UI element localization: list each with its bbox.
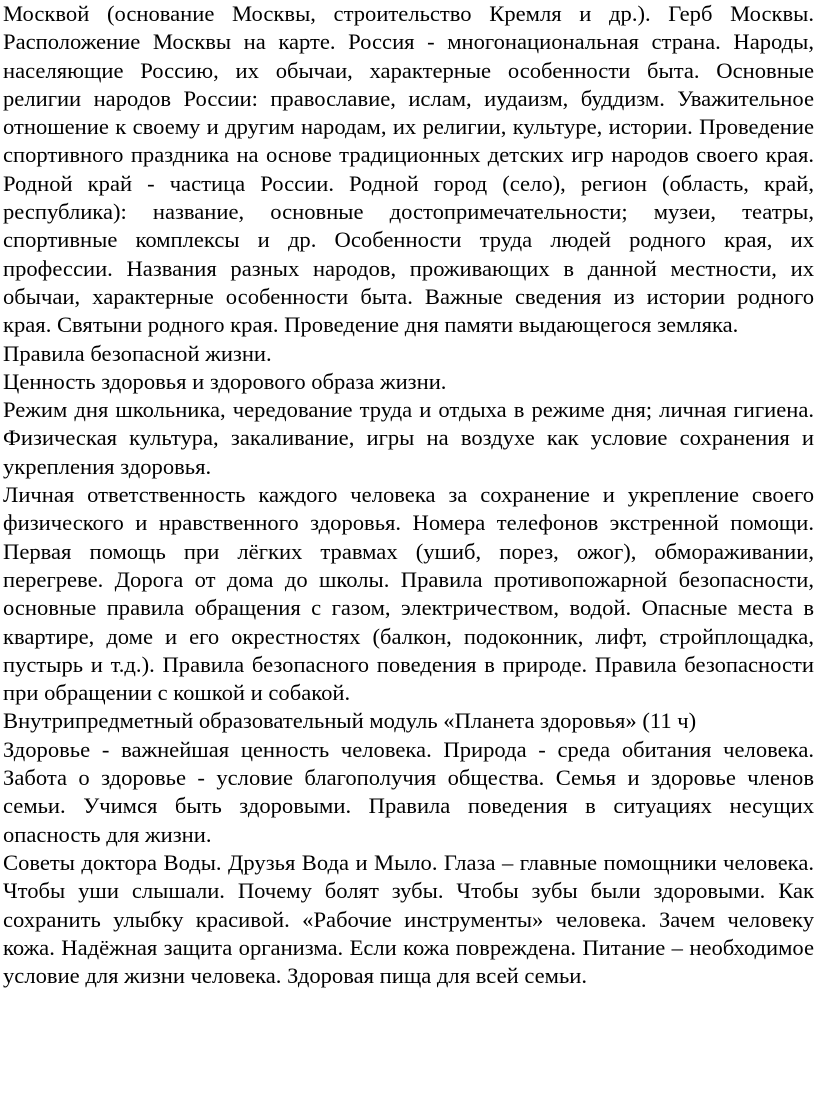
document-page — [3, 0, 814, 990]
paragraph-daily-routine: Режим дня школьника, чередование труда и отдыха в режиме дня; личная гигиена. Физическая культура, закаливание, игры на воздухе как условие сохранения и укрепления здоровья. — [3, 397, 814, 479]
paragraph-health-value: Здоровье - важнейшая ценность человека. Природа - среда обитания человека. Забота о здоровье - условие благополучия общества. Семья и здоровье членов семьи. Учимся быть здоровыми. Правила поведения в ситуациях несущих опасность для жизни. — [3, 736, 814, 847]
heading-health-value: Ценность здоровья и здорового образа жизни. — [3, 368, 447, 394]
paragraph-doctor-water-advice: Советы доктора Воды. Друзья Вода и Мыло. Глаза – главные помощники человека. Чтобы уши слышали. Почему болят зубы. Чтобы зубы были здоровыми. Как сохранить улыбку красивой. «Рабочие инструменты» человека. Зачем человеку кожа. Надёжная защита организма. Если кожа повреждена. Питание – необходимое условие для жизни человека. Здоровая пища для всей семьи. — [3, 849, 814, 989]
heading-safe-life-rules: Правила безопасной жизни. — [3, 340, 272, 366]
paragraph-personal-responsibility: Личная ответственность каждого человека за сохранение и укрепление своего физического и нравственного здоровья. Номера телефонов экстренной помощи. Первая помощь при лёгких травмах (ушиб, порез, ожог), обмораживании, перегреве. Дорога от дома до школы. Правила противопожарной безопасности, основные правила обращения с газом, электричеством, водой. Опасные места в квартире, доме и его окрестностях (балкон, подоконник, лифт, стройплощадка, пустырь и т.д.). Правила безопасного поведения в природе. Правила безопасности при обращении с кошкой и собакой. — [3, 482, 814, 706]
paragraph-moscow-russia: Москвой (основание Москвы, строительство Кремля и др.). Герб Москвы. Расположение Москвы на карте. Россия - многонациональная страна. Народы, населяющие Россию, их обычаи, характерные особенности быта. Основные религии народов России: православие, ислам, иудаизм, буддизм. Уважительное отношение к своему и другим народам, их религии, культуре, истории. Проведение спортивного праздника на основе традиционных детских игр народов своего края. Родной край - частица России. Родной город (село), регион (область, край, республика): название, основные достопримечательности; музеи, театры, спортивные комплексы и др. Особенности труда людей родного края, их профессии. Названия разных народов, проживающих в данной местности, их обычаи, характерные особенности быта. Важные сведения из истории родного края. Святыни родного края. Проведение дня памяти выдающегося земляка. — [3, 1, 814, 338]
heading-module-planet-health: Внутрипредметный образовательный модуль «Планета здоровья» (11 ч) — [3, 708, 697, 734]
